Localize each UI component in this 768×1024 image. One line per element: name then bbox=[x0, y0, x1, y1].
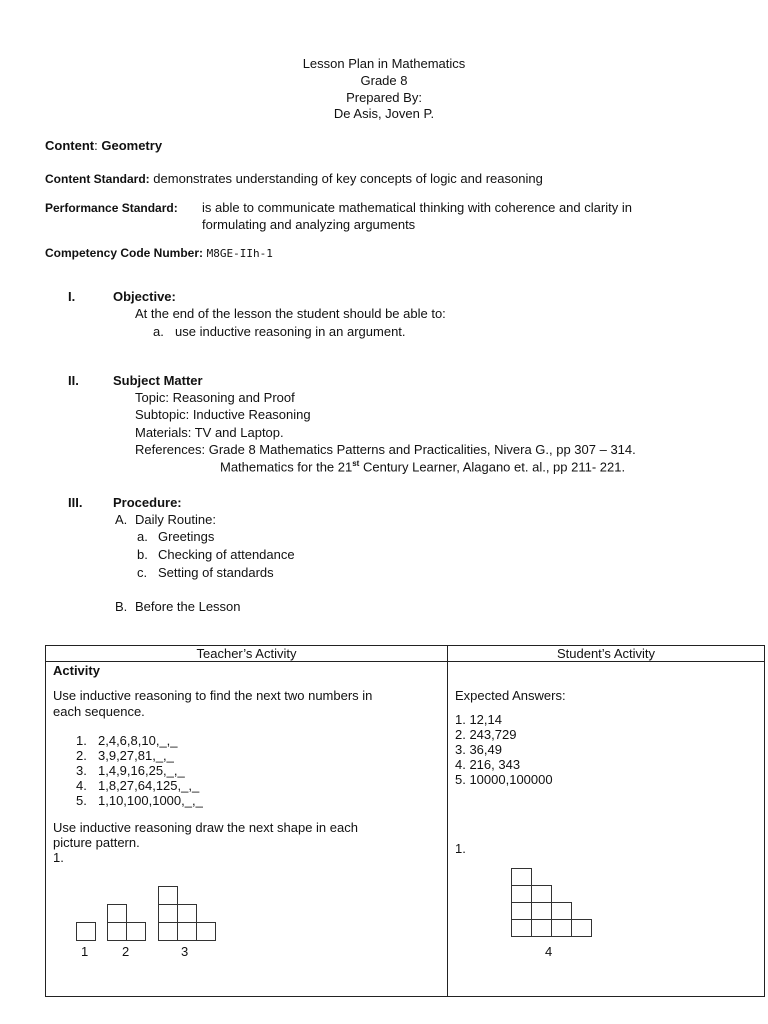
procedure-b-marker: B. bbox=[115, 599, 128, 614]
figure-label-1: 1 bbox=[81, 944, 89, 959]
student-activity-header: Student’s Activity bbox=[448, 646, 765, 662]
instruction1-line2: each sequence. bbox=[53, 704, 145, 719]
table-row bbox=[46, 662, 765, 997]
performance-standard-label bbox=[45, 200, 178, 215]
square bbox=[177, 922, 197, 941]
square bbox=[511, 868, 532, 886]
subject-subtopic: Subtopic: Inductive Reasoning bbox=[135, 407, 311, 422]
subject-reference-2 bbox=[220, 459, 625, 474]
square bbox=[158, 886, 178, 905]
answer-item: 3. 36,49 bbox=[455, 742, 502, 757]
prepared-by-label: Prepared By: bbox=[346, 90, 422, 105]
sequence-marker: 3. bbox=[76, 763, 87, 778]
competency-line bbox=[45, 245, 273, 260]
square bbox=[158, 904, 178, 923]
procedure-a-label: Daily Routine: bbox=[135, 512, 216, 527]
square bbox=[531, 919, 552, 937]
instruction2-line1: Use inductive reasoning draw the next shape in each bbox=[53, 820, 358, 835]
performance-standard-line2: formulating and analyzing arguments bbox=[202, 217, 416, 232]
routine-marker: b. bbox=[137, 547, 148, 562]
performance-standard-line1: is able to communicate mathematical thinking with coherence and clarity in bbox=[202, 200, 632, 215]
objective-heading: Objective: bbox=[113, 289, 176, 304]
square bbox=[177, 904, 197, 923]
reference2-text-end: Century Learner, Alagano et. al., pp 211- 221. bbox=[359, 459, 626, 475]
objective-numeral: I. bbox=[68, 289, 76, 304]
reference2-superscript: st bbox=[352, 459, 360, 468]
sequence-item: 1,10,100,1000,_,_ bbox=[98, 793, 203, 808]
subject-matter-heading: Subject Matter bbox=[113, 373, 203, 388]
square bbox=[196, 922, 216, 941]
answer-pattern-number: 1. bbox=[455, 841, 466, 856]
subject-matter-numeral: II. bbox=[68, 373, 79, 388]
procedure-b-label: Before the Lesson bbox=[135, 599, 241, 614]
competency-label: Competency Code Number: bbox=[45, 246, 204, 260]
routine-item: Greetings bbox=[158, 529, 215, 544]
answer-item: 4. 216, 343 bbox=[455, 757, 521, 772]
procedure-numeral: III. bbox=[68, 495, 83, 510]
activity-title: Activity bbox=[53, 663, 100, 678]
answer-figure-label: 4 bbox=[545, 944, 553, 959]
sequence-marker: 5. bbox=[76, 793, 87, 808]
square bbox=[551, 919, 572, 937]
instruction2-line2: picture pattern. bbox=[53, 835, 140, 850]
objective-intro: At the end of the lesson the student should be able to: bbox=[135, 306, 446, 321]
square bbox=[511, 902, 532, 920]
figure-label-2: 2 bbox=[122, 944, 130, 959]
author-name: De Asis, Joven P. bbox=[333, 106, 435, 121]
expected-answers-label: Expected Answers: bbox=[455, 688, 566, 703]
procedure-heading: Procedure: bbox=[113, 495, 182, 510]
sequence-item: 3,9,27,81,_,_ bbox=[98, 748, 174, 763]
subject-materials: Materials: TV and Laptop. bbox=[135, 425, 284, 440]
subject-references: References: Grade 8 Mathematics Patterns and Practicalities, Nivera G., pp 307 – 314. bbox=[135, 442, 636, 457]
square bbox=[76, 922, 96, 941]
sequence-marker: 1. bbox=[76, 733, 87, 748]
competency-code: M8GE-IIh-1 bbox=[206, 247, 273, 260]
square bbox=[551, 902, 572, 920]
objective-item-marker: a. bbox=[153, 324, 164, 339]
performance-standard-label-text: Performance Standard: bbox=[45, 201, 178, 215]
square bbox=[107, 904, 127, 923]
table-header-row bbox=[46, 646, 765, 662]
figure-label-3: 3 bbox=[181, 944, 189, 959]
square bbox=[126, 922, 146, 941]
subject-topic: Topic: Reasoning and Proof bbox=[135, 390, 295, 405]
instruction1-line1: Use inductive reasoning to find the next two numbers in bbox=[53, 688, 373, 703]
content-label: Content bbox=[45, 138, 95, 153]
content-standard-label: Content Standard: bbox=[45, 172, 150, 186]
content-line bbox=[45, 138, 162, 153]
answer-item: 1. 12,14 bbox=[455, 712, 502, 727]
square bbox=[531, 902, 552, 920]
sequence-item: 1,8,27,64,125,_,_ bbox=[98, 778, 200, 793]
answer-item: 2. 243,729 bbox=[455, 727, 517, 742]
square bbox=[158, 922, 178, 941]
document-title: Lesson Plan in Mathematics bbox=[302, 56, 466, 71]
content-standard-line bbox=[45, 171, 543, 186]
square bbox=[107, 922, 127, 941]
activity-table bbox=[45, 645, 765, 997]
content-separator: : bbox=[94, 138, 98, 153]
reference2-text: Mathematics for the 21 bbox=[220, 459, 353, 475]
sequence-marker: 2. bbox=[76, 748, 87, 763]
square bbox=[531, 885, 552, 903]
square bbox=[511, 919, 532, 937]
sequence-item: 1,4,9,16,25,_,_ bbox=[98, 763, 185, 778]
square bbox=[511, 885, 532, 903]
teacher-activity-header: Teacher’s Activity bbox=[46, 646, 448, 662]
objective-item: use inductive reasoning in an argument. bbox=[175, 324, 406, 339]
routine-marker: c. bbox=[137, 565, 148, 580]
student-activity-cell bbox=[448, 662, 765, 997]
grade-line: Grade 8 bbox=[360, 73, 408, 88]
sequence-marker: 4. bbox=[76, 778, 87, 793]
teacher-activity-cell bbox=[46, 662, 448, 997]
answer-item: 5. 10000,100000 bbox=[455, 772, 553, 787]
routine-marker: a. bbox=[137, 529, 148, 544]
routine-item: Setting of standards bbox=[158, 565, 274, 580]
procedure-a-marker: A. bbox=[115, 512, 128, 527]
content-value: Geometry bbox=[101, 138, 163, 153]
square bbox=[571, 919, 592, 937]
sequence-item: 2,4,6,8,10,_,_ bbox=[98, 733, 178, 748]
pattern-number: 1. bbox=[53, 850, 64, 865]
content-standard-value: demonstrates understanding of key concepts of logic and reasoning bbox=[153, 171, 543, 186]
routine-item: Checking of attendance bbox=[158, 547, 295, 562]
